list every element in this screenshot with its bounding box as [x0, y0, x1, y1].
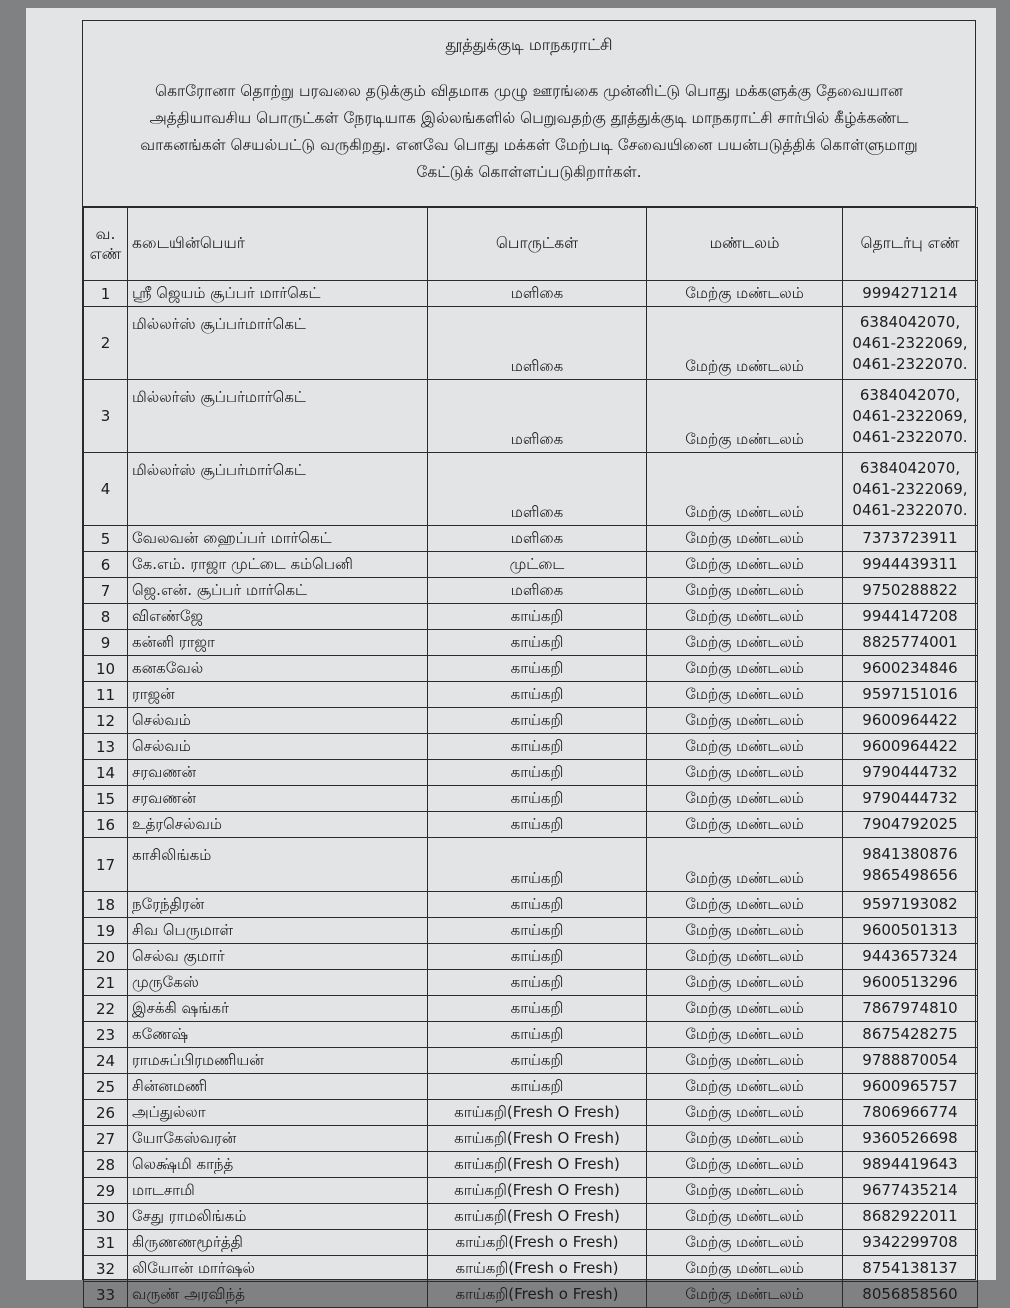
cell-sno: 13 — [84, 734, 128, 760]
phone-number: 9944147208 — [862, 607, 958, 625]
cell-zone: மேற்கு மண்டலம் — [647, 708, 843, 734]
cell-items: காய்கறி — [428, 944, 647, 970]
cell-shop-name: கிருணணமூர்த்தி — [128, 1230, 428, 1256]
cell-sno: 21 — [84, 970, 128, 996]
cell-shop-name: ராஜன் — [128, 682, 428, 708]
cell-shop-name: கன்னி ராஜா — [128, 630, 428, 656]
phone-number: 9600501313 — [862, 921, 958, 939]
cell-sno: 11 — [84, 682, 128, 708]
cell-shop-name: விஎண்ஜே — [128, 604, 428, 630]
table-row — [84, 812, 978, 838]
phone-number: 9894419643 — [862, 1155, 958, 1173]
table-row — [84, 1074, 978, 1100]
cell-items: காய்கறி(Fresh o Fresh) — [428, 1230, 647, 1256]
cell-shop-name: முருகேஸ் — [128, 970, 428, 996]
table-row — [84, 307, 978, 380]
phone-number: 9597193082 — [862, 895, 958, 913]
table-row — [84, 892, 978, 918]
cell-phone — [843, 1282, 978, 1308]
cell-items: மளிகை — [428, 453, 647, 526]
phone-number: 7806966774 — [862, 1103, 958, 1121]
cell-zone: மேற்கு மண்டலம் — [647, 1152, 843, 1178]
table-row — [84, 281, 978, 307]
cell-items: காய்கறி — [428, 918, 647, 944]
table-row — [84, 996, 978, 1022]
document-title: தூத்துக்குடி மாநகராட்சி — [445, 35, 613, 54]
cell-items: காய்கறி(Fresh O Fresh) — [428, 1178, 647, 1204]
phone-number: 0461-2322069, — [852, 333, 968, 352]
cell-items: மளிகை — [428, 578, 647, 604]
cell-items: மளிகை — [428, 307, 647, 380]
cell-sno: 5 — [84, 526, 128, 552]
cell-zone: மேற்கு மண்டலம் — [647, 1230, 843, 1256]
cell-zone: மேற்கு மண்டலம் — [647, 380, 843, 453]
header-sno — [84, 208, 128, 281]
cell-zone: மேற்கு மண்டலம் — [647, 1178, 843, 1204]
cell-zone: மேற்கு மண்டலம் — [647, 1282, 843, 1308]
phone-number: 9994271214 — [862, 284, 958, 302]
phone-number: 9600964422 — [862, 737, 958, 755]
cell-sno: 23 — [84, 1022, 128, 1048]
header-items: பொருட்கள் — [428, 208, 647, 281]
cell-shop-name: செல்வம் — [128, 708, 428, 734]
cell-items: காய்கறி — [428, 1048, 647, 1074]
cell-sno: 25 — [84, 1074, 128, 1100]
cell-shop-name: கணேஷ் — [128, 1022, 428, 1048]
cell-phone — [843, 892, 978, 918]
cell-phone — [843, 682, 978, 708]
cell-sno: 17 — [84, 838, 128, 892]
phone-number: 0461-2322070. — [852, 354, 968, 373]
cell-phone — [843, 1100, 978, 1126]
table-row — [84, 838, 978, 892]
cell-items: காய்கறி — [428, 734, 647, 760]
phone-number: 8056858560 — [862, 1285, 958, 1303]
cell-shop-name: வருண் அரவிந்த் — [128, 1282, 428, 1308]
cell-sno: 2 — [84, 307, 128, 380]
document-frame — [82, 20, 976, 1304]
table-row — [84, 552, 978, 578]
header-sno-line2: எண் — [89, 245, 122, 263]
phone-number: 9600964422 — [862, 711, 958, 729]
phone-number: 8825774001 — [862, 633, 958, 651]
phone-number: 9342299708 — [862, 1233, 958, 1251]
cell-zone: மேற்கு மண்டலம் — [647, 1048, 843, 1074]
cell-shop-name: மில்லர்ஸ் சூப்பர்மார்கெட் — [128, 307, 428, 380]
cell-shop-name: ராமசுப்பிரமணியன் — [128, 1048, 428, 1074]
cell-phone — [843, 281, 978, 307]
phone-number: 9600234846 — [862, 659, 958, 677]
phone-number: 9788870054 — [862, 1051, 958, 1069]
table-row — [84, 1100, 978, 1126]
cell-shop-name: இசக்கி ஷங்கர் — [128, 996, 428, 1022]
cell-zone: மேற்கு மண்டலம் — [647, 996, 843, 1022]
phone-number: 6384042070, — [859, 312, 961, 331]
cell-items: காய்கறி — [428, 838, 647, 892]
cell-shop-name: சிவ பெருமாள் — [128, 918, 428, 944]
cell-phone — [843, 812, 978, 838]
cell-shop-name: வேலவன் ஹைப்பர் மார்கெட் — [128, 526, 428, 552]
phone-number: 8682922011 — [862, 1207, 958, 1225]
phone-number: 9600965757 — [862, 1077, 958, 1095]
shop-list-table — [83, 207, 978, 1308]
cell-sno: 14 — [84, 760, 128, 786]
cell-phone — [843, 453, 978, 526]
cell-shop-name: நரேந்திரன் — [128, 892, 428, 918]
cell-phone — [843, 786, 978, 812]
cell-shop-name: லெக்ஷ்மி காந்த் — [128, 1152, 428, 1178]
cell-sno: 6 — [84, 552, 128, 578]
phone-number: 8675428275 — [862, 1025, 958, 1043]
cell-shop-name: மில்லர்ஸ் சூப்பர்மார்கெட் — [128, 380, 428, 453]
table-row — [84, 1282, 978, 1308]
table-row — [84, 1126, 978, 1152]
cell-items: காய்கறி — [428, 630, 647, 656]
cell-sno: 32 — [84, 1256, 128, 1282]
cell-shop-name: ஸ்ரீ ஜெயம் சூப்பர் மார்கெட் — [128, 281, 428, 307]
cell-phone — [843, 918, 978, 944]
cell-zone: மேற்கு மண்டலம் — [647, 1074, 843, 1100]
cell-zone: மேற்கு மண்டலம் — [647, 918, 843, 944]
cell-items: காய்கறி — [428, 708, 647, 734]
table-row — [84, 918, 978, 944]
cell-sno: 1 — [84, 281, 128, 307]
header-sno-line1: வ. — [95, 225, 116, 243]
cell-zone: மேற்கு மண்டலம் — [647, 307, 843, 380]
phone-number: 9677435214 — [862, 1181, 958, 1199]
cell-shop-name: கனகவேல் — [128, 656, 428, 682]
table-row — [84, 1022, 978, 1048]
phone-number: 9443657324 — [862, 947, 958, 965]
cell-shop-name: கே.எம். ராஜா முட்டை கம்பெனி — [128, 552, 428, 578]
table-row — [84, 1152, 978, 1178]
cell-shop-name: சின்னமணி — [128, 1074, 428, 1100]
cell-items: காய்கறி — [428, 1074, 647, 1100]
cell-items: காய்கறி(Fresh O Fresh) — [428, 1152, 647, 1178]
table-row — [84, 380, 978, 453]
cell-sno: 24 — [84, 1048, 128, 1074]
phone-number: 9790444732 — [862, 789, 958, 807]
phone-number: 0461-2322070. — [852, 500, 968, 519]
cell-zone: மேற்கு மண்டலம் — [647, 1022, 843, 1048]
table-row — [84, 944, 978, 970]
cell-phone — [843, 552, 978, 578]
notice-paragraph: கொரோனா தொற்று பரவலை தடுக்கும் விதமாக முழு ஊரங்கை முன்னிட்டு பொது மக்களுக்கு தேவையான அத்தியாவசிய பொருட்கள் நேரடியாக இல்லங்களில் பெறுவதற்கு தூத்துக்குடி மாநகராட்சி சார்பில் கீழ்க்கண்ட வாகனங்கள் செயல்பட்டு வருகிறது. எனவே பொது மக்கள் மேற்படி சேவையினை பயன்படுத்திக் கொள்ளுமாறு கேட்டுக் கொள்ளப்படுகிறார்கள். — [140, 82, 918, 181]
cell-items: காய்கறி — [428, 892, 647, 918]
cell-sno: 22 — [84, 996, 128, 1022]
cell-items: காய்கறி — [428, 786, 647, 812]
table-row — [84, 1178, 978, 1204]
cell-phone — [843, 526, 978, 552]
table-row — [84, 1230, 978, 1256]
table-row — [84, 630, 978, 656]
cell-zone: மேற்கு மண்டலம் — [647, 734, 843, 760]
cell-zone: மேற்கு மண்டலம் — [647, 630, 843, 656]
phone-number: 9790444732 — [862, 763, 958, 781]
phone-number: 9597151016 — [862, 685, 958, 703]
phone-number: 8754138137 — [862, 1259, 958, 1277]
cell-sno: 19 — [84, 918, 128, 944]
cell-items: காய்கறி — [428, 996, 647, 1022]
cell-shop-name: லியோன் மார்ஷல் — [128, 1256, 428, 1282]
cell-items: மளிகை — [428, 281, 647, 307]
cell-items: மளிகை — [428, 380, 647, 453]
cell-items: காய்கறி — [428, 812, 647, 838]
phone-number: 9944439311 — [862, 555, 958, 573]
cell-shop-name: செல்வம் — [128, 734, 428, 760]
table-header-row — [84, 208, 978, 281]
phone-number: 9750288822 — [862, 581, 958, 599]
cell-items: காய்கறி — [428, 604, 647, 630]
cell-phone — [843, 1204, 978, 1230]
phone-number: 0461-2322069, — [852, 479, 968, 498]
cell-zone: மேற்கு மண்டலம் — [647, 1126, 843, 1152]
cell-sno: 31 — [84, 1230, 128, 1256]
cell-items: காய்கறி — [428, 970, 647, 996]
cell-items: காய்கறி — [428, 656, 647, 682]
cell-phone — [843, 1048, 978, 1074]
table-row — [84, 682, 978, 708]
cell-shop-name: யோகேஸ்வரன் — [128, 1126, 428, 1152]
cell-phone — [843, 944, 978, 970]
cell-sno: 7 — [84, 578, 128, 604]
table-row — [84, 760, 978, 786]
cell-sno: 20 — [84, 944, 128, 970]
cell-phone — [843, 380, 978, 453]
cell-sno: 9 — [84, 630, 128, 656]
table-row — [84, 656, 978, 682]
cell-items: காய்கறி(Fresh o Fresh) — [428, 1256, 647, 1282]
cell-sno: 3 — [84, 380, 128, 453]
cell-zone: மேற்கு மண்டலம் — [647, 604, 843, 630]
cell-shop-name: மாடசாமி — [128, 1178, 428, 1204]
cell-zone: மேற்கு மண்டலம் — [647, 453, 843, 526]
cell-zone: மேற்கு மண்டலம் — [647, 526, 843, 552]
cell-sno: 28 — [84, 1152, 128, 1178]
cell-items: காய்கறி(Fresh O Fresh) — [428, 1126, 647, 1152]
phone-number: 7373723911 — [862, 529, 958, 547]
cell-items: காய்கறி(Fresh O Fresh) — [428, 1100, 647, 1126]
cell-phone — [843, 1074, 978, 1100]
phone-number: 6384042070, — [859, 385, 961, 404]
cell-phone — [843, 604, 978, 630]
phone-number: 0461-2322070. — [852, 427, 968, 446]
cell-shop-name: அப்துல்லா — [128, 1100, 428, 1126]
cell-zone: மேற்கு மண்டலம் — [647, 892, 843, 918]
cell-phone — [843, 656, 978, 682]
cell-zone: மேற்கு மண்டலம் — [647, 578, 843, 604]
cell-sno: 10 — [84, 656, 128, 682]
cell-phone — [843, 970, 978, 996]
cell-zone: மேற்கு மண்டலம் — [647, 944, 843, 970]
cell-zone: மேற்கு மண்டலம் — [647, 1256, 843, 1282]
table-row — [84, 453, 978, 526]
cell-phone — [843, 1256, 978, 1282]
cell-items: காய்கறி(Fresh o Fresh) — [428, 1282, 647, 1308]
cell-phone — [843, 1022, 978, 1048]
cell-sno: 15 — [84, 786, 128, 812]
table-row — [84, 1048, 978, 1074]
cell-items: காய்கறி(Fresh O Fresh) — [428, 1204, 647, 1230]
table-row — [84, 1204, 978, 1230]
cell-zone: மேற்கு மண்டலம் — [647, 552, 843, 578]
header-shop-name: கடையின்பெயர் — [128, 208, 428, 281]
cell-phone — [843, 1230, 978, 1256]
phone-number: 7867974810 — [862, 999, 958, 1017]
document-header — [83, 21, 975, 207]
cell-phone — [843, 996, 978, 1022]
phone-number: 6384042070, — [859, 458, 961, 477]
cell-zone: மேற்கு மண்டலம் — [647, 682, 843, 708]
cell-phone — [843, 708, 978, 734]
cell-items: காய்கறி — [428, 682, 647, 708]
cell-phone — [843, 734, 978, 760]
cell-zone: மேற்கு மண்டலம் — [647, 1204, 843, 1230]
paper-sheet — [26, 8, 996, 1304]
cell-zone: மேற்கு மண்டலம் — [647, 786, 843, 812]
cell-shop-name: காசிலிங்கம் — [128, 838, 428, 892]
phone-number: 9600513296 — [862, 973, 958, 991]
cell-shop-name: செல்வ குமார் — [128, 944, 428, 970]
cell-phone — [843, 578, 978, 604]
cell-phone — [843, 760, 978, 786]
table-row — [84, 604, 978, 630]
cell-zone: மேற்கு மண்டலம் — [647, 838, 843, 892]
header-zone: மண்டலம் — [647, 208, 843, 281]
table-row — [84, 970, 978, 996]
cell-phone — [843, 838, 978, 892]
cell-sno: 12 — [84, 708, 128, 734]
cell-sno: 16 — [84, 812, 128, 838]
cell-items: முட்டை — [428, 552, 647, 578]
cell-sno: 27 — [84, 1126, 128, 1152]
table-row — [84, 1256, 978, 1282]
cell-zone: மேற்கு மண்டலம் — [647, 1100, 843, 1126]
cell-items: மளிகை — [428, 526, 647, 552]
cell-sno: 8 — [84, 604, 128, 630]
table-row — [84, 526, 978, 552]
cell-zone: மேற்கு மண்டலம் — [647, 656, 843, 682]
table-row — [84, 786, 978, 812]
table-row — [84, 734, 978, 760]
cell-shop-name: மில்லர்ஸ் சூப்பர்மார்கெட் — [128, 453, 428, 526]
cell-shop-name: உத்ரசெல்வம் — [128, 812, 428, 838]
header-phone: தொடர்பு எண் — [843, 208, 978, 281]
cell-shop-name: சேது ராமலிங்கம் — [128, 1204, 428, 1230]
cell-sno: 26 — [84, 1100, 128, 1126]
cell-phone — [843, 1152, 978, 1178]
cell-sno: 29 — [84, 1178, 128, 1204]
cell-sno: 4 — [84, 453, 128, 526]
table-body — [84, 281, 978, 1308]
cell-zone: மேற்கு மண்டலம் — [647, 760, 843, 786]
phone-number: 7904792025 — [862, 815, 958, 833]
cell-sno: 18 — [84, 892, 128, 918]
cell-phone — [843, 307, 978, 380]
phone-number: 0461-2322069, — [852, 406, 968, 425]
phone-number: 9841380876 — [862, 844, 958, 863]
cell-phone — [843, 1178, 978, 1204]
cell-sno: 30 — [84, 1204, 128, 1230]
table-row — [84, 578, 978, 604]
cell-items: காய்கறி — [428, 760, 647, 786]
table-row — [84, 708, 978, 734]
cell-zone: மேற்கு மண்டலம் — [647, 970, 843, 996]
cell-shop-name: ஜெ.என். சூப்பர் மார்கெட் — [128, 578, 428, 604]
cell-phone — [843, 1126, 978, 1152]
cell-shop-name: சரவணன் — [128, 786, 428, 812]
phone-number: 9865498656 — [862, 865, 958, 884]
cell-phone — [843, 630, 978, 656]
phone-number: 9360526698 — [862, 1129, 958, 1147]
cell-sno: 33 — [84, 1282, 128, 1308]
cell-shop-name: சரவணன் — [128, 760, 428, 786]
cell-zone: மேற்கு மண்டலம் — [647, 812, 843, 838]
cell-items: காய்கறி — [428, 1022, 647, 1048]
cell-zone: மேற்கு மண்டலம் — [647, 281, 843, 307]
